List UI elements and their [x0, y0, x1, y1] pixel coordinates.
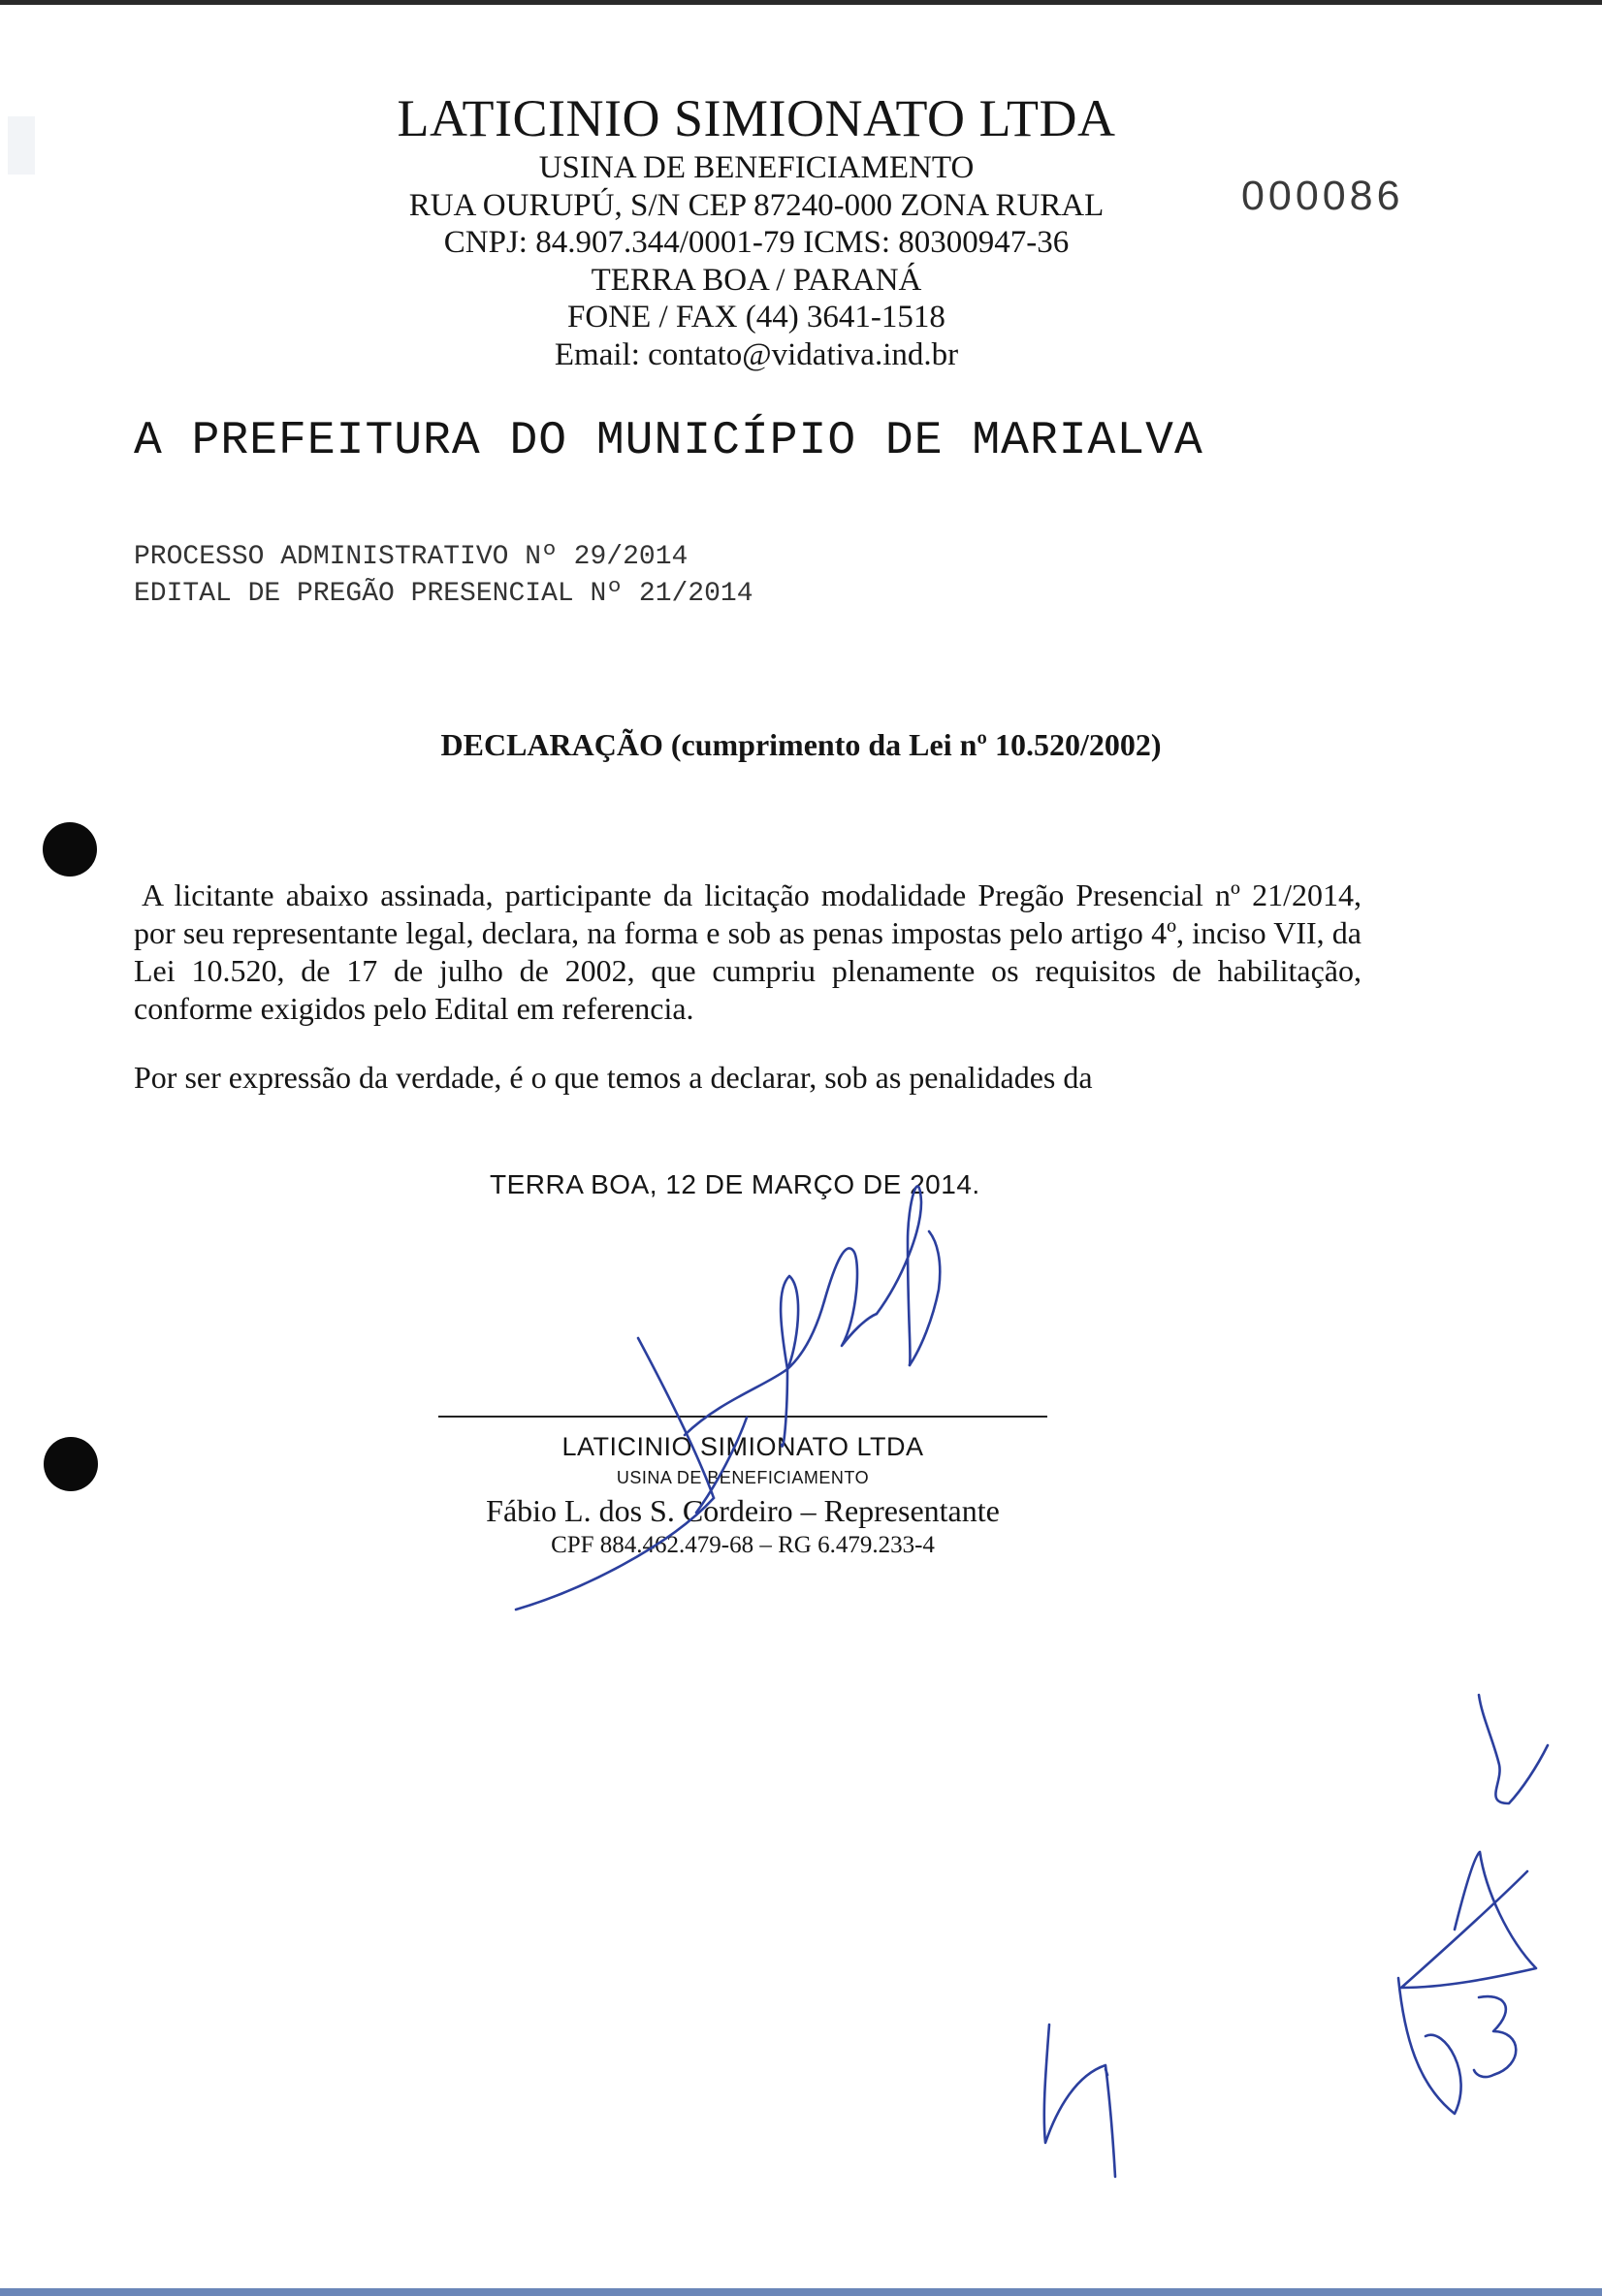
declaration-body — [134, 877, 1362, 1097]
letterhead-line-email: Email: contato@vidativa.ind.br — [554, 336, 959, 372]
initial-three — [1474, 1996, 1516, 2077]
bottom-scan-edge — [0, 2288, 1602, 2296]
initial-upper — [1479, 1695, 1548, 1803]
scan-edge-mark — [8, 116, 35, 175]
letterhead-line-city: TERRA BOA / PARANÁ — [591, 262, 922, 298]
reference-block — [134, 539, 753, 613]
edital-reference: EDITAL DE PREGÃO PRESENCIAL Nº 21/2014 — [134, 579, 753, 609]
signature-stroke-tall — [877, 1186, 921, 1365]
letterhead — [320, 87, 1193, 373]
initial-middle-a — [1401, 1852, 1536, 1988]
initial-lower — [1044, 2025, 1115, 2177]
recipient-heading: A PREFEITURA DO MUNICÍPIO DE MARIALVA — [134, 415, 1203, 467]
process-reference: PROCESSO ADMINISTRATIVO Nº 29/2014 — [134, 542, 689, 572]
signature-stroke-loop — [685, 1276, 824, 1435]
margin-initials — [1044, 1695, 1548, 2177]
signature-block — [438, 1429, 1047, 1561]
signature-company: LATICINIO SIMIONATO LTDA — [561, 1432, 924, 1461]
letterhead-line-address: RUA OURUPÚ, S/N CEP 87240-000 ZONA RURAL — [408, 187, 1105, 223]
signatory-documents: CPF 884.462.479-68 – RG 6.479.233-4 — [551, 1532, 935, 1558]
signature-unit: USINA DE BENEFICIAMENTO — [616, 1468, 870, 1487]
letterhead-line-phone: FONE / FAX (44) 3641-1518 — [567, 300, 945, 335]
declaration-title: DECLARAÇÃO (cumprimento da Lei nº 10.520/2002) — [440, 727, 1162, 762]
letterhead-line-tax-ids: CNPJ: 84.907.344/0001-79 ICMS: 80300947-36 — [443, 225, 1070, 260]
initial-middle-b — [1398, 1978, 1461, 2114]
declaration-paragraph-2: Por ser expressão da verdade, é o que temos a declarar, sob as penalidades da — [134, 1060, 1093, 1095]
top-scan-edge — [0, 0, 1602, 5]
letterhead-company-name: LATICINIO SIMIONATO LTDA — [397, 89, 1116, 147]
initial-lower-dot — [1105, 2069, 1107, 2075]
place-date: TERRA BOA, 12 DE MARÇO DE 2014. — [490, 1169, 980, 1199]
signature-stroke-flourish — [910, 1231, 940, 1365]
page-number-stamp: 000086 — [1241, 173, 1404, 219]
letterhead-line-unit: USINA DE BENEFICIAMENTO — [538, 150, 975, 185]
binder-hole-bottom — [44, 1437, 98, 1491]
signatory-name: Fábio L. dos S. Cordeiro – Representante — [486, 1493, 1000, 1528]
binder-hole-top — [43, 822, 97, 877]
declaration-paragraph-1: A licitante abaixo assinada, participante da licitação modalidade Pregão Presencial nº 21/2014, por seu representante legal, declara, na forma e sob as penas impostas pelo artigo 4º, inciso VII, da Lei 10.520, de 17 de julho de 2002, que cumpriu plenamente os requisitos de habilitação, conforme exigidos pelo Edital em referencia. — [134, 877, 1362, 1026]
signature-stroke-hook — [824, 1248, 877, 1346]
signature-line — [438, 1416, 1047, 1418]
